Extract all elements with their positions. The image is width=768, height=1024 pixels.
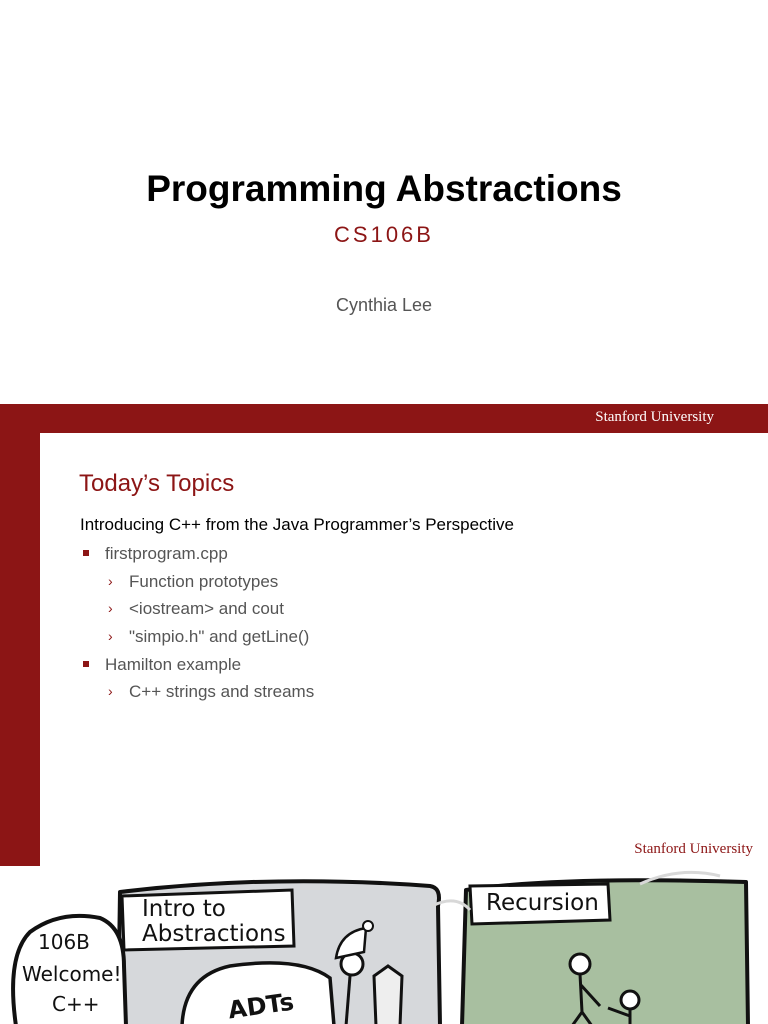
topic-subitem: [80, 678, 314, 706]
chevron-bullet-icon: ›: [108, 683, 113, 700]
panel-recursion-title: Recursion: [486, 890, 599, 916]
slide-title: Programming Abstractions: [146, 168, 622, 209]
topics-content: [40, 433, 768, 866]
topics-heading: Today’s Topics: [79, 470, 235, 497]
bubble-text-cpp: C++: [52, 992, 100, 1016]
author-name: Cynthia Lee: [335, 295, 433, 315]
panel-intro-title-line1: Intro to: [142, 896, 226, 922]
bubble-text-106b: 106B: [38, 930, 90, 954]
tower-icon: [374, 966, 402, 1024]
adts-sign-text: ADTs: [226, 987, 296, 1024]
stanford-banner-logo: Stanford University: [595, 409, 714, 425]
topic-item: [80, 651, 314, 679]
stick-figure-head: [621, 991, 639, 1009]
stick-figure-head: [570, 954, 590, 974]
topic-text: <iostream> and cout: [129, 599, 284, 619]
topic-text: Hamilton example: [105, 654, 242, 674]
panel-intro-title-line2: Abstractions: [142, 921, 286, 947]
square-bullet-icon: [83, 550, 89, 556]
topic-item: [80, 540, 314, 568]
chevron-bullet-icon: ›: [108, 628, 113, 645]
topic-text: C++ strings and streams: [129, 682, 315, 702]
bubble-text-welcome: Welcome!: [22, 962, 122, 986]
topic-list: [80, 540, 314, 706]
topics-slide: [0, 404, 768, 866]
comic-drawing: [0, 866, 768, 1024]
intro-line: Introducing C++ from the Java Programmer’s Perspective: [80, 515, 515, 534]
topic-text: firstprogram.cpp: [105, 544, 228, 563]
topic-subitem: [80, 568, 314, 596]
topic-subitem: [80, 623, 314, 651]
topic-text: "simpio.h" and getLine(): [129, 627, 310, 647]
course-code: CS106B: [334, 222, 434, 247]
topic-subitem: [80, 595, 314, 623]
comic-slide: [0, 866, 768, 1024]
topic-text: Function prototypes: [129, 571, 279, 591]
stanford-footer-logo: Stanford University: [634, 841, 753, 857]
chevron-bullet-icon: ›: [108, 600, 113, 617]
chevron-bullet-icon: ›: [108, 572, 113, 589]
title-slide: [0, 0, 768, 404]
square-bullet-icon: [83, 661, 89, 667]
